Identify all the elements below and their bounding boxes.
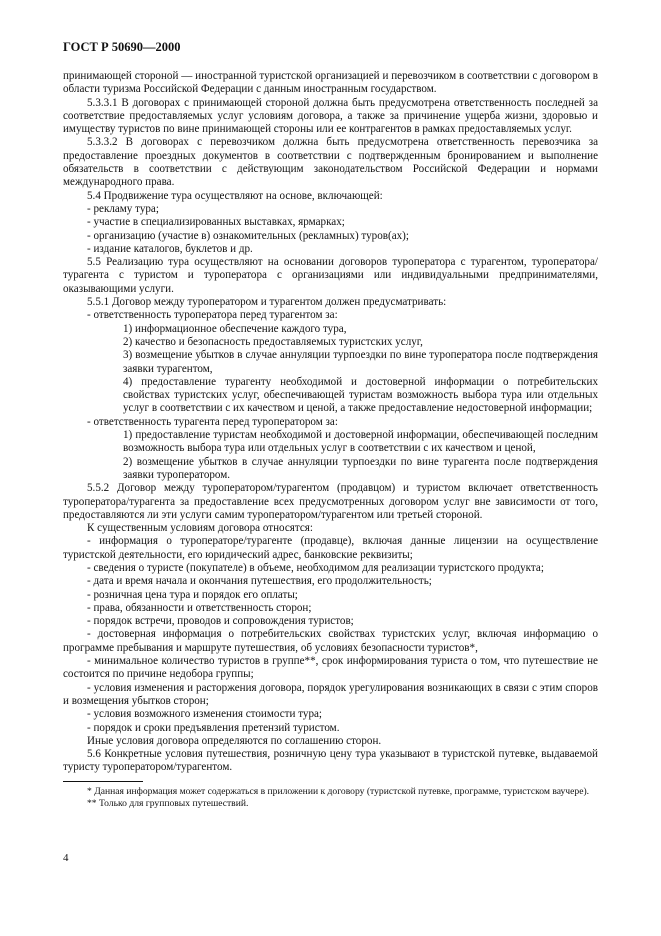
paragraph: 5.5.1 Договор между туроператором и турагентом должен предусматривать: xyxy=(87,296,447,309)
paragraph: 5.4 Продвижение тура осуществляют на основе, включающей: xyxy=(87,189,383,202)
list-item: - участие в специализированных выставках, ярмарках; xyxy=(87,216,345,229)
footnote: ** Только для групповых путешествий. xyxy=(87,797,249,809)
numbered-item: 2) возмещение убытков в случае аннуляции турпоездки по вине турагента после подтверждения заявки туроператором. xyxy=(123,455,598,481)
list-item: - организацию (участие в) ознакомительных (рекламных) туров(ах); xyxy=(87,229,409,242)
list-item: - ответственность турагента перед туроператором за: xyxy=(87,415,338,428)
numbered-item: 1) информационное обеспечение каждого тура, xyxy=(123,322,347,335)
footnote-divider xyxy=(63,781,143,782)
list-item: - сведения о туристе (покупателе) в объеме, необходимом для реализации туристского продукта; xyxy=(87,561,544,574)
list-item: - права, обязанности и ответственность сторон; xyxy=(87,601,312,614)
paragraph: 5.3.3.1 В договорах с принимающей стороной должна быть предусмотрена ответственность последней за соответствие предоставляемых услуг условиям договора, а также за причинение ущерба жизни, здоровью и имуществу туристов по вине принимающей стороны или ее контрагентов в рамках предоставляемых услуг. xyxy=(63,96,598,136)
paragraph: 5.3.3.2 В договорах с перевозчиком должна быть предусмотрена ответственность перевозчика за предоставление проездных документов в соответствии с подтвержденным бронированием и выполнение обязательств в соответствии с действующим законодательством Российской Федерации и нормами международного права. xyxy=(63,136,598,189)
list-item: - рекламу тура; xyxy=(87,202,159,215)
numbered-item: 3) возмещение убытков в случае аннуляции турпоездки по вине туроператора после подтверждения заявки турагентом, xyxy=(123,349,598,375)
paragraph: К существенным условиям договора относятся: xyxy=(87,522,313,535)
list-item: - условия возможного изменения стоимости тура; xyxy=(87,708,322,721)
paragraph: 5.5 Реализацию тура осуществляют на основании договоров туроператора с турагентом, туроператора/турагента с туристом и туроператора с организациями или индивидуальными предпринимателями, оказывающими услуги. xyxy=(63,256,598,295)
list-item: - порядок и сроки предъявления претензий туристом. xyxy=(87,721,340,734)
list-item: - достоверная информация о потребительских свойствах туристских услуг, включая информацию о программе пребывания и маршруте путешествия, об условиях безопасности туристов*, xyxy=(63,628,598,654)
list-item: - порядок встречи, проводов и сопровождения туристов; xyxy=(87,615,354,628)
list-item: - ответственность туроператора перед турагентом за: xyxy=(87,309,338,322)
page-number: 4 xyxy=(63,852,69,864)
list-item: - информация о туроператоре/турагенте (продавце), включая данные лицензии на осуществление туристской деятельности, его юридический адрес, банковские реквизиты; xyxy=(63,535,598,561)
list-item: - розничная цена тура и порядок его оплаты; xyxy=(87,588,298,601)
footnote: * Данная информация может содержаться в приложении к договору (туристской путевке, программе, туристском ваучере). xyxy=(87,785,590,797)
list-item: - дата и время начала и окончания путешествия, его продолжительность; xyxy=(87,575,432,588)
paragraph: принимающей стороной — иностранной туристской организацией и перевозчиком в соответствии с договором в области туризма Российской Федерации с данным иностранным государством. xyxy=(63,70,598,96)
numbered-item: 2) качество и безопасность предоставляемых туристских услуг, xyxy=(123,335,423,348)
paragraph: 5.6 Конкретные условия путешествия, розничную цену тура указывают в туристской путевке, выдаваемой туристу туроператором/турагентом. xyxy=(63,748,598,774)
list-item: - минимальное количество туристов в группе**, срок информирования туриста о том, что путешествие не состоится по причине недобора группы; xyxy=(63,655,598,681)
page-header: ГОСТ Р 50690—2000 xyxy=(63,40,181,54)
list-item: - условия изменения и расторжения договора, порядок урегулирования возникающих в связи с этим споров и возмещения убытков сторон; xyxy=(63,681,598,707)
paragraph: 5.5.2 Договор между туроператором/турагентом (продавцом) и туристом включает ответственность туроператора/турагента за предоставление всех предусмотренных договором услуг вне зависимости от того, предоставляются ли эти услуги самим туроператором/турагентом или третьей стороной. xyxy=(63,482,598,521)
numbered-item: 1) предоставление туристам необходимой и достоверной информации, обеспечивающей последним возможность выбора тура или отдельных услуг в соответствии с их качеством и ценой, xyxy=(123,429,598,455)
numbered-item: 4) предоставление турагенту необходимой и достоверной информации о потребительских свойствах туристских услуг, обеспечивающей туристам возможность выбора тура или отдельных услуг в соответствии с их качеством и ценой, а также предоставление недостоверной информации; xyxy=(123,375,598,415)
paragraph: Иные условия договора определяются по соглашению сторон. xyxy=(87,734,382,747)
list-item: - издание каталогов, буклетов и др. xyxy=(87,242,253,255)
document-body xyxy=(63,70,598,810)
